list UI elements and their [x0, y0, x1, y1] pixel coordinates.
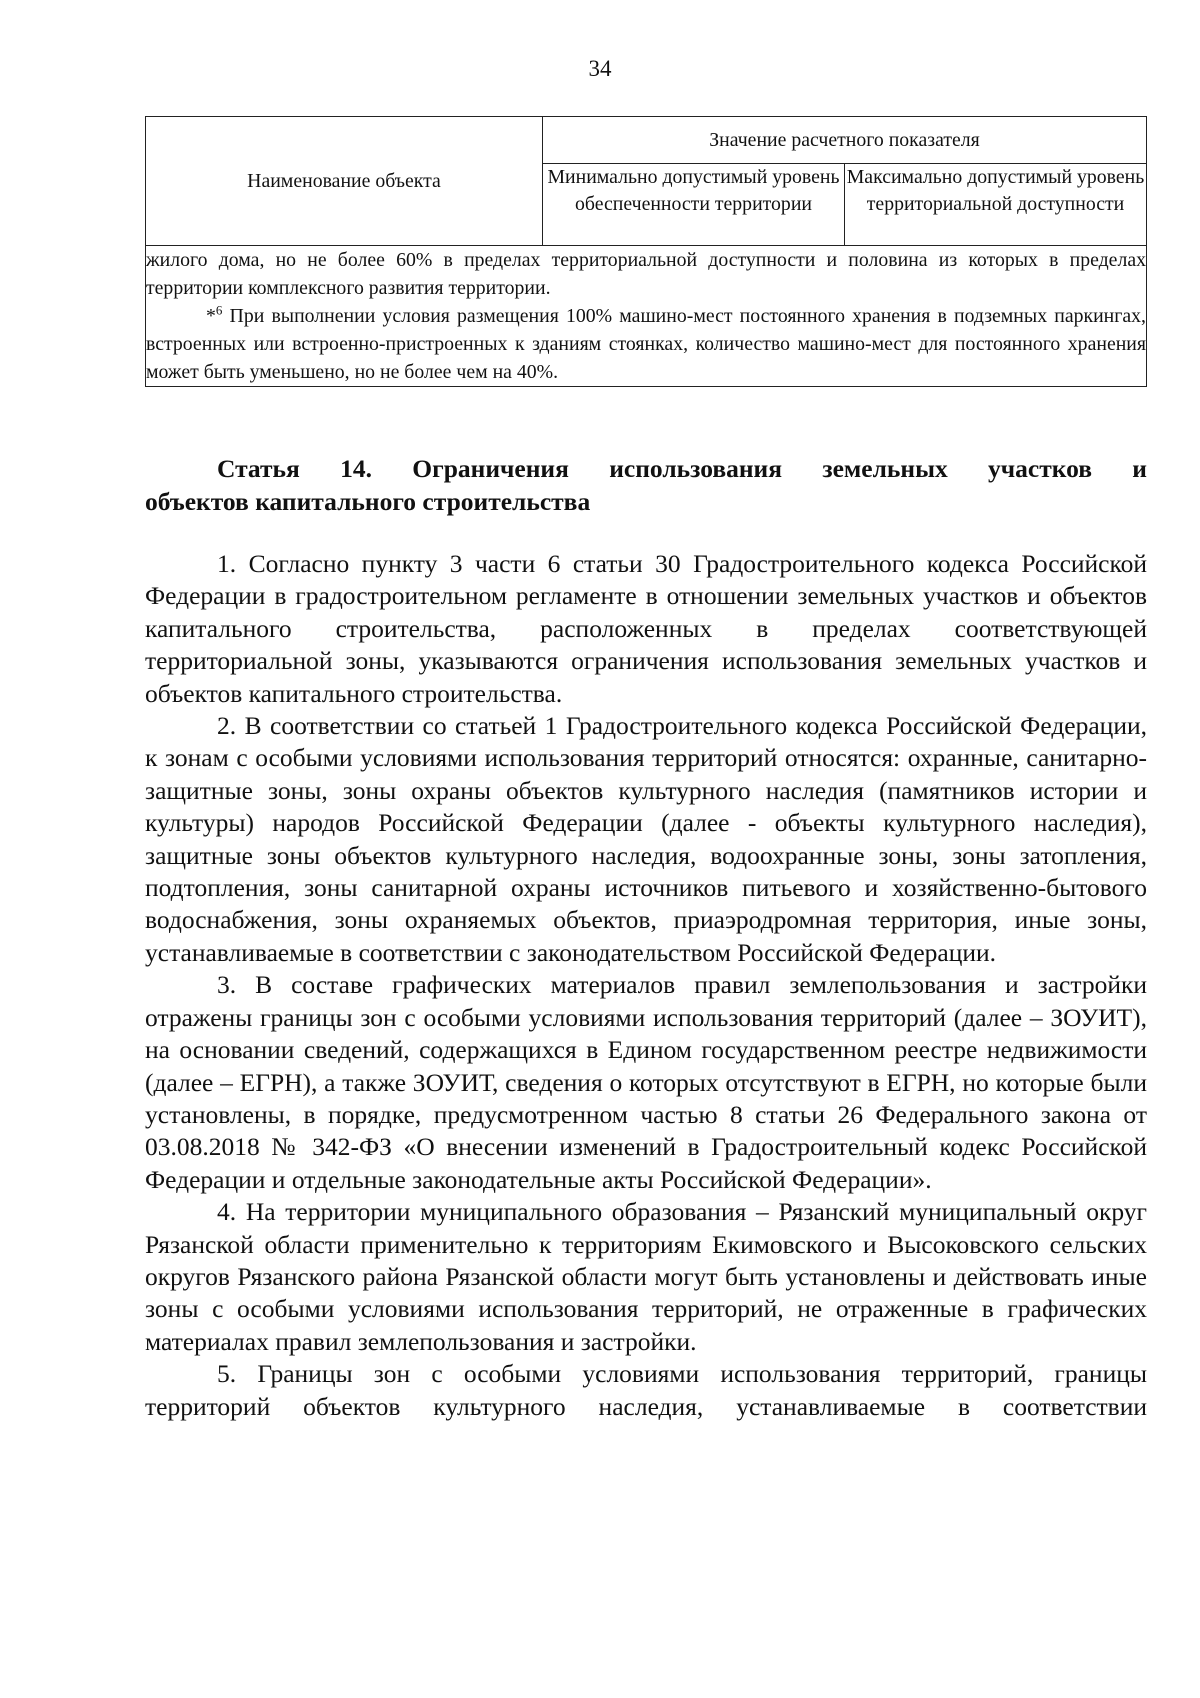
paragraph-2: 2. В соответствии со статьей 1 Градостроительного кодекса Российской Федерации, к зонам с особыми условиями использования территорий относятся: охранные, санитарно-защитные зоны, зоны охраны объектов культурного наследия (памятников истории и культуры) народов Российской Федерации (далее - объекты культурного наследия), защитные зоны объектов культурного наследия, водоохранные зоны, зоны затопления, подтопления, зоны санитарной охраны источников питьевого и хозяйственно-бытового водоснабжения, зоны охраняемых объектов, приаэродромная территория, иные зоны, устанавливаемые в соответствии с законодательством Российской Федерации.	[145, 711, 1147, 967]
paragraph-1: 1. Согласно пункту 3 части 6 статьи 30 Градостроительного кодекса Российской Федерации в градостроительном регламенте в отношении земельных участков и объектов капитального строительства, расположенных в пределах соответствующей территориальной зоны, указываются ограничения использования земельных участков и объектов капитального строительства.	[145, 549, 1147, 708]
footnote-marker: *	[206, 305, 216, 327]
article-body	[145, 548, 1147, 1423]
table-row	[146, 246, 1147, 387]
header-indicator-value: Значение расчетного показателя	[543, 117, 1147, 164]
table-notes-cell	[146, 246, 1147, 387]
footnote-text: При выполнении условия размещения 100% машино-мест постоянного хранения в подземных паркингах, встроенных или встроенно-пристроенных к зданиям стоянках, количество машино-мест для постоянного хранения может быть уменьшено, но не более чем на 40%.	[146, 305, 1146, 383]
paragraph-4: 4. На территории муниципального образования – Рязанский муниципальный округ Рязанской области применительно к территориям Екимовского и Высоковского сельских округов Рязанского района Рязанской области могут быть установлены и действовать иные зоны с особыми условиями использования территорий, не отраженные в графических материалах правил землепользования и застройки.	[145, 1197, 1147, 1356]
page-number: 34	[588, 56, 612, 81]
table-note-continuation: жилого дома, но не более 60% в пределах территориальной доступности и половина из которых в пределах территории комплексного развития территории.	[146, 249, 1146, 299]
paragraph-3: 3. В составе графических материалов правил землепользования и застройки отражены границы зон с особыми условиями использования территорий (далее – ЗОУИТ), на основании сведений, содержащихся в Едином государственном реестре недвижимости (далее – ЕГРН), а также ЗОУИТ, сведения о которых отсутствуют в ЕГРН, но которые были установлены, в порядке, предусмотренном частью 8 статьи 26 Федерального закона от 03.08.2018 № 342-ФЗ «О внесении изменений в Градостроительный кодекс Российской Федерации и отдельные законодательные акты Российской Федерации».	[145, 970, 1147, 1194]
table-header-row	[146, 117, 1147, 164]
article-heading	[145, 452, 1147, 518]
paragraph-5: 5. Границы зон с особыми условиями использования территорий, границы территорий объектов культурного наследия, устанавливаемые в соответствии	[145, 1359, 1147, 1421]
article-title-line-2: объектов капитального строительства	[145, 487, 591, 516]
header-min-level: Минимально допустимый уровень обеспеченности территории	[543, 164, 845, 246]
header-max-level: Максимально допустимый уровень территориальной доступности	[845, 164, 1147, 246]
header-object-name: Наименование объекта	[146, 117, 543, 246]
footnote-number: 6	[215, 302, 223, 318]
footnote-6	[146, 302, 1146, 386]
article-title-line-1: Статья 14. Ограничения использования земельных участков и	[217, 454, 1147, 483]
standards-table	[145, 116, 1147, 387]
